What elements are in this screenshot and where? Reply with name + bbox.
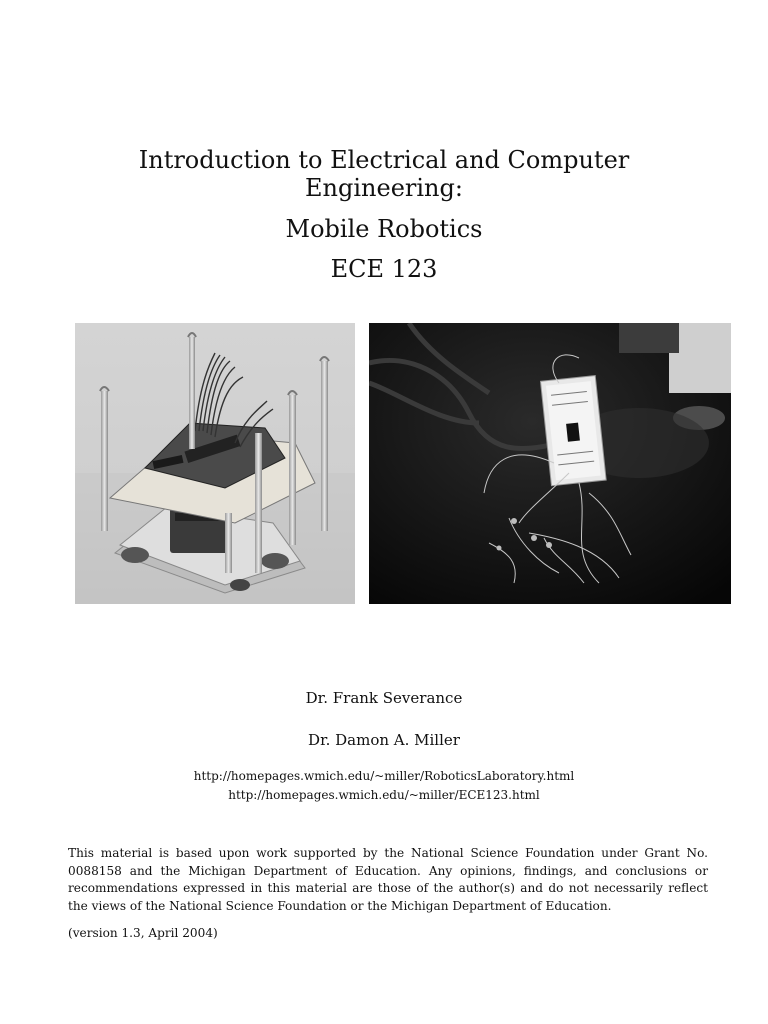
title-line-2: Engineering: [305, 174, 463, 202]
author-2: Dr. Damon A. Miller [308, 731, 460, 749]
version-note: (version 1.3, April 2004) [68, 926, 218, 940]
course-number: ECE 123 [330, 255, 438, 283]
url-ece123[interactable]: http://homepages.wmich.edu/~miller/ECE123.html [228, 788, 540, 802]
title-line-1: Introduction to Electrical and Computer [138, 146, 630, 174]
subtitle: Mobile Robotics [285, 215, 483, 243]
funding-statement: This material is based upon work supported by the National Science Foundation under Grant No. 0088158 and the Michigan Department of Education. Any opinions, findings, and conclusions or recommendations expressed in this material are those of the author(s) and do not necessarily reflect the views of the National Science Foundation or the Michigan Department of Education. [68, 846, 708, 913]
url-robotics-laboratory[interactable]: http://homepages.wmich.edu/~miller/RoboticsLaboratory.html [193, 769, 575, 783]
robot-photo [75, 323, 355, 604]
robot-illustration [75, 323, 355, 604]
author-1: Dr. Frank Severance [305, 689, 463, 707]
breadboard-circuit-photo [369, 323, 731, 604]
circuit-illustration [369, 323, 731, 604]
